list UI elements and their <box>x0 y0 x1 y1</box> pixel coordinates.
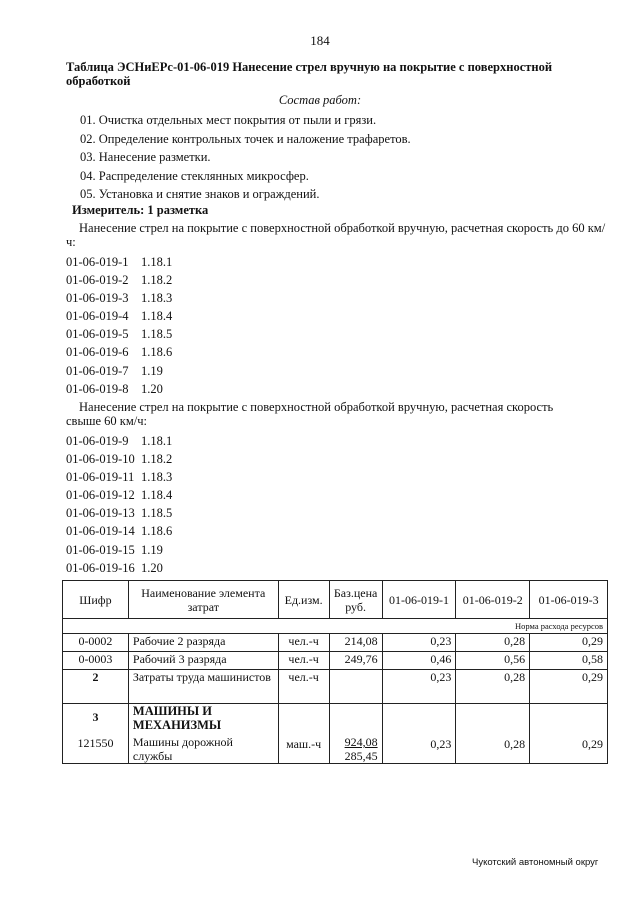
code: 01-06-019-13 <box>66 506 135 521</box>
code-row <box>66 343 172 361</box>
code: 01-06-019-12 <box>66 488 135 503</box>
operation-item: 05. Установка и снятие знаков и ограждений. <box>80 187 320 202</box>
cell-value: 0,29 <box>530 634 608 652</box>
header-col1: 01-06-019-1 <box>382 581 456 619</box>
group2-description: Нанесение стрел на покрытие с поверхностной обработкой вручную, расчетная скорость свыше 60 км/ч: <box>66 400 554 428</box>
section-row <box>63 670 608 704</box>
code-ref: 1.20 <box>141 381 163 396</box>
cell-code: 0-0002 <box>63 634 129 652</box>
header-price: Баз.цена руб. <box>329 581 382 619</box>
code-row <box>66 253 172 271</box>
norm-label: Норма расхода ресурсов <box>63 619 608 634</box>
code: 01-06-019-9 <box>66 434 129 448</box>
machine-price-2: 285,45 <box>344 749 378 763</box>
code: 01-06-019-10 <box>66 452 135 467</box>
page-number: 184 <box>310 33 330 48</box>
operation-item: 03. Нанесение разметки. <box>80 150 211 165</box>
cell-value: 0,29 <box>530 670 608 704</box>
section-name: МАШИНЫ И МЕХАНИЗМЫ <box>132 704 222 732</box>
footer-region: Чукотский автономный округ <box>472 857 599 868</box>
cell-name: Рабочий 3 разряда <box>128 652 278 670</box>
header-col3: 01-06-019-3 <box>530 581 608 619</box>
code: 01-06-019-4 <box>66 309 129 324</box>
cell-value: 0,28 <box>456 634 530 652</box>
cell-unit: чел.-ч <box>278 634 329 652</box>
operation-item: 02. Определение контрольных точек и наложение трафаретов. <box>80 131 411 146</box>
code-ref: 1.18.6 <box>141 524 173 539</box>
code-ref: 1.18.1 <box>141 255 173 269</box>
section-code: 3 <box>92 710 99 724</box>
table-title: Таблица ЭСНиЕРс-01-06-019 Нанесение стрел вручную на покрытие с поверхностной обработкой <box>66 60 553 88</box>
cell-value: 0,28 <box>456 670 530 704</box>
cell-price: 214,08 <box>329 634 382 652</box>
code-row <box>66 307 172 325</box>
code-row <box>66 504 172 522</box>
code: 01-06-019-6 <box>66 345 129 360</box>
cell-value: 0,23 <box>382 670 456 704</box>
code-ref: 1.18.5 <box>141 327 173 342</box>
cell-price <box>329 704 382 764</box>
operation-item: 04. Распределение стеклянных микросфер. <box>80 168 309 183</box>
machine-name: Машины дорожной службы <box>132 735 233 763</box>
measure-unit: Измеритель: 1 разметка <box>72 203 209 217</box>
group2-codes <box>66 432 172 577</box>
operations-list <box>80 111 411 204</box>
code-ref: 1.18.3 <box>141 291 173 306</box>
code-row <box>66 559 172 577</box>
code-row <box>66 432 172 450</box>
code-row <box>66 541 172 559</box>
code: 01-06-019-3 <box>66 291 129 306</box>
code: 01-06-019-1 <box>66 255 129 269</box>
machine-code-cell <box>63 704 129 764</box>
header-name: Наименование элемента затрат <box>128 581 278 619</box>
code-row <box>66 380 172 398</box>
section-code: 2 <box>63 670 129 704</box>
code: 01-06-019-16 <box>66 560 135 575</box>
header-unit: Ед.изм. <box>278 581 329 619</box>
code: 01-06-019-2 <box>66 273 129 288</box>
cell-value: 0,23 <box>382 634 456 652</box>
code: 01-06-019-7 <box>66 363 129 378</box>
code-row <box>66 325 172 343</box>
code: 01-06-019-11 <box>66 470 135 485</box>
cell-unit: чел.-ч <box>278 652 329 670</box>
code-row <box>66 289 172 307</box>
code-ref: 1.18.6 <box>141 345 173 360</box>
code-ref: 1.19 <box>141 363 163 378</box>
machine-name-cell <box>128 704 278 764</box>
cell-price <box>329 670 382 704</box>
header-col2: 01-06-019-2 <box>456 581 530 619</box>
code-ref: 1.19 <box>141 542 163 557</box>
code-ref: 1.18.4 <box>141 488 173 503</box>
cell-value: 0,56 <box>456 652 530 670</box>
code-ref: 1.18.2 <box>141 452 173 467</box>
cell-unit: маш.-ч <box>278 704 329 764</box>
machine-code: 121550 <box>77 736 114 750</box>
code-ref: 1.18.1 <box>141 434 173 448</box>
cell-value: 0,46 <box>382 652 456 670</box>
code-ref: 1.18.2 <box>141 273 173 288</box>
cell-value: 0,29 <box>530 704 608 764</box>
table-header-row <box>63 581 608 619</box>
code: 01-06-019-15 <box>66 542 135 557</box>
header-code: Шифр <box>63 581 129 619</box>
resource-table <box>62 580 608 764</box>
code-row <box>66 468 172 486</box>
norm-row <box>63 619 608 634</box>
code-ref: 1.18.3 <box>141 470 173 485</box>
code-ref: 1.18.5 <box>141 506 173 521</box>
machine-price: 924,08 <box>344 735 378 749</box>
code: 01-06-019-5 <box>66 327 129 342</box>
code: 01-06-019-8 <box>66 381 129 396</box>
cell-unit: чел.-ч <box>278 670 329 704</box>
code: 01-06-019-14 <box>66 524 135 539</box>
cell-name: Рабочие 2 разряда <box>128 634 278 652</box>
cell-price: 249,76 <box>329 652 382 670</box>
code-ref: 1.18.4 <box>141 309 173 324</box>
cell-value: 0,23 <box>382 704 456 764</box>
code-row <box>66 522 172 540</box>
group1-codes <box>66 253 172 398</box>
table-row <box>63 652 608 670</box>
group1-description: Нанесение стрел на покрытие с поверхностной обработкой вручную, расчетная скорость до 60 км/ч: <box>66 221 606 249</box>
machine-section-row <box>63 704 608 764</box>
code-row <box>66 486 172 504</box>
table-row <box>63 634 608 652</box>
code-row <box>66 362 172 380</box>
code-ref: 1.20 <box>141 560 163 575</box>
cell-code: 0-0003 <box>63 652 129 670</box>
section-name: Затраты труда машинистов <box>128 670 278 704</box>
cell-value: 0,28 <box>456 704 530 764</box>
code-row <box>66 271 172 289</box>
cell-value: 0,58 <box>530 652 608 670</box>
operation-item: 01. Очистка отдельных мест покрытия от пыли и грязи. <box>80 113 377 127</box>
code-row <box>66 450 172 468</box>
composition-heading: Состав работ: <box>278 93 362 107</box>
